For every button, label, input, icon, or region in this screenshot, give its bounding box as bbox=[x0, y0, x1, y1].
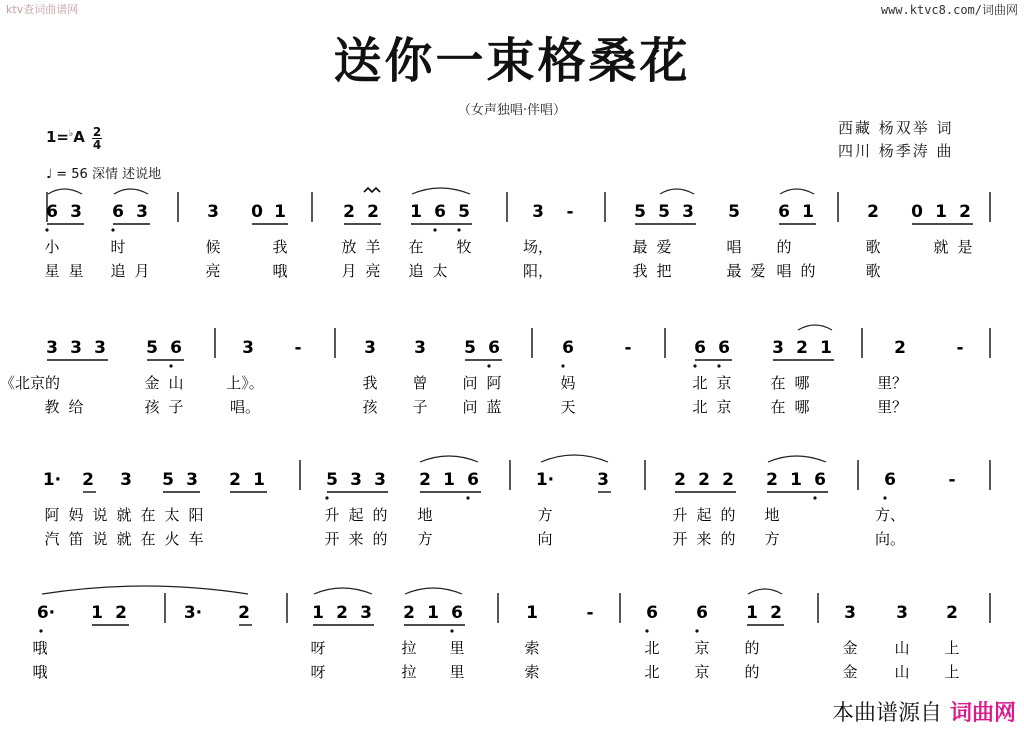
lyric-verse-2: 的 bbox=[800, 262, 816, 280]
lyric-verse-2: 开 bbox=[324, 530, 340, 548]
lyric-verse-2: 天 bbox=[560, 398, 576, 416]
score-system-1 bbox=[44, 192, 990, 280]
lyric-verse-2: 孩 bbox=[144, 398, 160, 416]
note: 3 bbox=[186, 470, 198, 490]
lyric-verse-2: 在 bbox=[140, 530, 156, 548]
lyric-verse-1: 歌 bbox=[865, 238, 881, 256]
lyric-verse-2: 向。 bbox=[874, 530, 906, 548]
note: 1 bbox=[935, 202, 947, 222]
note: 2 bbox=[367, 202, 379, 222]
lyric-verse-2: 把 bbox=[656, 262, 672, 280]
note: 6 bbox=[451, 603, 463, 623]
lyric-verse-1: 妈 bbox=[560, 374, 576, 392]
octave-dot-layer bbox=[36, 228, 886, 632]
lyric-verse-1: 起 bbox=[348, 506, 364, 524]
note: 1 bbox=[274, 202, 286, 222]
note: 2 bbox=[336, 603, 348, 623]
key-prefix: 1= bbox=[46, 128, 70, 146]
lyric-verse-1: 京 bbox=[694, 639, 710, 657]
lyric-verse-2: 子 bbox=[168, 398, 184, 416]
octave-dot bbox=[169, 364, 172, 367]
lyric-verse-2: 歌 bbox=[865, 262, 881, 280]
lyric-verse-1: 说 bbox=[92, 506, 108, 524]
lyric-verse-1: 是 bbox=[957, 238, 973, 256]
lyric-verse-2: 爱 bbox=[750, 262, 766, 280]
lyric-verse-2: 月 bbox=[341, 262, 357, 280]
note: 3 bbox=[597, 470, 609, 490]
time-signature-top: 2 bbox=[92, 125, 102, 139]
note: 3 bbox=[364, 338, 376, 358]
lyric-verse-1: 就 bbox=[933, 238, 949, 256]
score-layer bbox=[0, 192, 990, 681]
beam-layer bbox=[47, 224, 973, 625]
note: 1 bbox=[790, 470, 802, 490]
note: - bbox=[586, 603, 594, 623]
lyric-verse-2: 北 bbox=[644, 663, 660, 681]
score-system-3 bbox=[43, 460, 990, 548]
lyric-verse-1: 场， bbox=[522, 238, 554, 256]
slur bbox=[412, 188, 470, 194]
ornament-mark bbox=[364, 188, 380, 192]
note: 3 bbox=[94, 338, 106, 358]
lyric-verse-1: 呀 bbox=[310, 639, 326, 657]
lyric-verse-2: 阳， bbox=[522, 262, 554, 280]
lyric-verse-1: 唱 bbox=[726, 238, 742, 256]
lyric-verse-2: 蓝 bbox=[486, 398, 502, 416]
note: 3 bbox=[46, 338, 58, 358]
footer-text: 本曲谱源自 bbox=[831, 701, 942, 726]
note: 2 bbox=[796, 338, 808, 358]
lyric-verse-1: 方、 bbox=[874, 506, 906, 524]
note: 6 bbox=[467, 470, 479, 490]
note: 1 bbox=[427, 603, 439, 623]
note: 2 bbox=[946, 603, 958, 623]
lyric-verse-1: 在 bbox=[770, 374, 786, 392]
octave-dot bbox=[693, 364, 696, 367]
lyric-verse-2: 在 bbox=[770, 398, 786, 416]
note: 2 bbox=[698, 470, 710, 490]
lyric-verse-1: 金 bbox=[842, 639, 858, 657]
lyric-verse-1: 我 bbox=[362, 374, 378, 392]
lyric-verse-2: 问 bbox=[462, 398, 478, 416]
octave-dot bbox=[45, 228, 48, 231]
note: 1· bbox=[42, 470, 62, 490]
octave-dot bbox=[487, 364, 490, 367]
note: - bbox=[948, 470, 956, 490]
note: - bbox=[624, 338, 632, 358]
slur bbox=[798, 325, 832, 330]
lyric-verse-2: 星 bbox=[44, 262, 60, 280]
flat-symbol: ♭ bbox=[69, 129, 74, 139]
lyric-verse-2: 太 bbox=[432, 262, 448, 280]
note: 1 bbox=[253, 470, 265, 490]
lyric-verse-1: 升 bbox=[324, 506, 340, 524]
lyric-verse-2: 来 bbox=[348, 530, 364, 548]
lyric-verse-2: 京 bbox=[694, 663, 710, 681]
note: 3 bbox=[374, 470, 386, 490]
note: 2 bbox=[238, 603, 250, 623]
slur bbox=[405, 588, 462, 594]
lyric-verse-2: 里？ bbox=[876, 398, 908, 416]
note: 3 bbox=[350, 470, 362, 490]
lyric-verse-2: 就 bbox=[116, 530, 132, 548]
lyric-verse-2: 拉 bbox=[401, 663, 417, 681]
note: 5 bbox=[326, 470, 338, 490]
octave-dot bbox=[457, 228, 460, 231]
note: 1 bbox=[746, 603, 758, 623]
note: 3· bbox=[183, 603, 203, 623]
lyric-verse-2: 笛 bbox=[68, 530, 84, 548]
note: 6 bbox=[778, 202, 790, 222]
lyric-verse-2: 的 bbox=[372, 530, 388, 548]
lyric-verse-2: 哪 bbox=[794, 398, 810, 416]
lyric-verse-2: 的 bbox=[720, 530, 736, 548]
lyric-verse-1: 曾 bbox=[412, 374, 428, 392]
lyric-verse-1: 上》。 bbox=[226, 374, 264, 392]
note: 3 bbox=[136, 202, 148, 222]
lyric-verse-2: 说 bbox=[92, 530, 108, 548]
note: 2 bbox=[403, 603, 415, 623]
note: 3 bbox=[414, 338, 426, 358]
note: 1 bbox=[312, 603, 324, 623]
note: 1· bbox=[535, 470, 555, 490]
note: 2 bbox=[115, 603, 127, 623]
lyric-verse-1: 方 bbox=[537, 506, 553, 524]
note: 2 bbox=[229, 470, 241, 490]
lyric-verse-1: 哪 bbox=[794, 374, 810, 392]
lyric-verse-1: 候 bbox=[205, 238, 221, 256]
note: 0 bbox=[251, 202, 263, 222]
lyric-verse-1: 问 bbox=[462, 374, 478, 392]
slur bbox=[314, 588, 372, 594]
octave-dot bbox=[561, 364, 564, 367]
octave-dot bbox=[883, 496, 886, 499]
note: 0 bbox=[911, 202, 923, 222]
note: 1 bbox=[802, 202, 814, 222]
lyric-verse-2: 开 bbox=[672, 530, 688, 548]
note: 6 bbox=[112, 202, 124, 222]
lyric-verse-1: 的 bbox=[776, 238, 792, 256]
note: 2 bbox=[82, 470, 94, 490]
note: 6 bbox=[434, 202, 446, 222]
note: 6 bbox=[170, 338, 182, 358]
lyric-verse-1: 地 bbox=[417, 506, 433, 524]
lyric-verse-2: 车 bbox=[188, 530, 204, 548]
lyric-verse-2: 方 bbox=[417, 530, 433, 548]
note: 3 bbox=[896, 603, 908, 623]
lyric-verse-1: 放 bbox=[341, 238, 357, 256]
lyric-verse-2: 哦 bbox=[32, 663, 48, 681]
lyric-verse-1: 上 bbox=[944, 639, 960, 657]
composer-credit: 四川 杨季涛 曲 bbox=[838, 142, 954, 160]
note: 6 bbox=[884, 470, 896, 490]
note: 3 bbox=[242, 338, 254, 358]
lyric-verse-2: 金 bbox=[842, 663, 858, 681]
lyric-verse-2: 我 bbox=[632, 262, 648, 280]
note: 3 bbox=[70, 338, 82, 358]
lyric-verse-2: 北 bbox=[692, 398, 708, 416]
octave-dot bbox=[695, 629, 698, 632]
lyric-verse-2: 教 bbox=[44, 398, 60, 416]
slur-layer bbox=[42, 188, 832, 594]
slur bbox=[748, 589, 782, 594]
footer-brand-link[interactable]: 词曲网 bbox=[949, 701, 1016, 726]
lyric-verse-1: 太 bbox=[164, 506, 180, 524]
lyric-verse-2: 追 bbox=[110, 262, 126, 280]
note: 6· bbox=[36, 603, 56, 623]
watermark-right[interactable]: www.ktvc8.com/词曲网 bbox=[880, 3, 1018, 17]
lyric-verse-1: 地 bbox=[764, 506, 780, 524]
lyric-verse-2: 亮 bbox=[205, 262, 221, 280]
lyric-verse-1: 爱 bbox=[656, 238, 672, 256]
slur bbox=[114, 189, 148, 194]
note: 1 bbox=[443, 470, 455, 490]
score-system-4 bbox=[32, 593, 990, 681]
note: 3 bbox=[360, 603, 372, 623]
slur bbox=[42, 586, 248, 594]
lyric-verse-1: 的 bbox=[372, 506, 388, 524]
lyric-verse-2: 唱。 bbox=[229, 398, 261, 416]
note: 2 bbox=[867, 202, 879, 222]
lyric-verse-2: 汽 bbox=[44, 530, 60, 548]
slur bbox=[48, 189, 82, 194]
lyric-verse-2: 里 bbox=[449, 663, 465, 681]
lyric-verse-1: 牧 bbox=[456, 238, 472, 256]
lyric-verse-2: 哦 bbox=[272, 262, 288, 280]
lyric-verse-1: 在 bbox=[408, 238, 424, 256]
lyric-verse-1: 时 bbox=[110, 238, 126, 256]
slur bbox=[541, 455, 608, 462]
note: 2 bbox=[674, 470, 686, 490]
lyric-verse-2: 亮 bbox=[365, 262, 381, 280]
note: 3 bbox=[532, 202, 544, 222]
note: 2 bbox=[722, 470, 734, 490]
note: 3 bbox=[682, 202, 694, 222]
note: 1 bbox=[91, 603, 103, 623]
lyric-verse-1: 哦 bbox=[32, 639, 48, 657]
octave-dot bbox=[813, 496, 816, 499]
note: 2 bbox=[419, 470, 431, 490]
note: 2 bbox=[766, 470, 778, 490]
note: 5 bbox=[146, 338, 158, 358]
slur bbox=[768, 456, 826, 462]
lyric-verse-1: 索 bbox=[524, 639, 540, 657]
note: 5 bbox=[658, 202, 670, 222]
note: 6 bbox=[488, 338, 500, 358]
slur bbox=[420, 456, 478, 462]
lyric-verse-1: 拉 bbox=[401, 639, 417, 657]
note: 5 bbox=[162, 470, 174, 490]
lyric-verse-2: 星 bbox=[68, 262, 84, 280]
score-subtitle: （女声独唱·伴唱） bbox=[457, 103, 567, 118]
lyric-verse-1: 金 bbox=[144, 374, 160, 392]
note: 5 bbox=[728, 202, 740, 222]
lyric-verse-1: 在 bbox=[140, 506, 156, 524]
lyricist-credit: 西藏 杨双举 词 bbox=[838, 119, 954, 137]
slur bbox=[660, 189, 694, 194]
source-footer bbox=[832, 696, 1016, 727]
lyric-verse-2: 索 bbox=[524, 663, 540, 681]
note: 2 bbox=[959, 202, 971, 222]
note: 6 bbox=[814, 470, 826, 490]
lyric-verse-2: 子 bbox=[412, 398, 428, 416]
octave-dot bbox=[325, 496, 328, 499]
time-signature-bottom: 4 bbox=[92, 138, 102, 152]
note: 6 bbox=[46, 202, 58, 222]
octave-dot bbox=[450, 629, 453, 632]
lyric-verse-2: 给 bbox=[68, 398, 84, 416]
note: - bbox=[566, 202, 574, 222]
lyric-verse-1: 北 bbox=[692, 374, 708, 392]
note: 5 bbox=[464, 338, 476, 358]
lyric-verse-2: 追 bbox=[408, 262, 424, 280]
slur bbox=[780, 189, 814, 194]
note: 3 bbox=[772, 338, 784, 358]
lyric-verse-2: 方 bbox=[764, 530, 780, 548]
note: 3 bbox=[844, 603, 856, 623]
octave-dot bbox=[466, 496, 469, 499]
note: 6 bbox=[694, 338, 706, 358]
note: 1 bbox=[526, 603, 538, 623]
lyric-verse-1: 里？ bbox=[876, 374, 908, 392]
note: 1 bbox=[820, 338, 832, 358]
lyric-verse-1: 山 bbox=[894, 639, 910, 657]
note: 6 bbox=[718, 338, 730, 358]
note: 3 bbox=[120, 470, 132, 490]
lyric-verse-2: 京 bbox=[716, 398, 732, 416]
lyric-verse-1: 阿 bbox=[486, 374, 502, 392]
watermark-left: ktv查词曲谱网 bbox=[6, 3, 79, 16]
lyric-verse-2: 最 bbox=[726, 262, 742, 280]
lyric-verse-1: 我 bbox=[272, 238, 288, 256]
octave-dot bbox=[645, 629, 648, 632]
lyric-verse-1: 阳 bbox=[188, 506, 204, 524]
note: 3 bbox=[70, 202, 82, 222]
note: - bbox=[956, 338, 964, 358]
lyric-verse-2: 山 bbox=[894, 663, 910, 681]
lyric-verse-1: 里 bbox=[449, 639, 465, 657]
lyric-verse-1: 《北京的 bbox=[0, 374, 61, 392]
lyric-verse-1: 北 bbox=[644, 639, 660, 657]
note: 5 bbox=[634, 202, 646, 222]
lyric-verse-1: 的 bbox=[744, 639, 760, 657]
note: - bbox=[294, 338, 302, 358]
note: 2 bbox=[343, 202, 355, 222]
note: 1 bbox=[410, 202, 422, 222]
octave-dot bbox=[717, 364, 720, 367]
lyric-verse-2: 向 bbox=[537, 530, 553, 548]
lyric-verse-1: 起 bbox=[696, 506, 712, 524]
lyric-verse-1: 京 bbox=[716, 374, 732, 392]
lyric-verse-2: 呀 bbox=[310, 663, 326, 681]
lyric-verse-2: 月 bbox=[134, 262, 150, 280]
lyric-verse-1: 妈 bbox=[68, 506, 84, 524]
note: 6 bbox=[646, 603, 658, 623]
lyric-verse-2: 来 bbox=[696, 530, 712, 548]
note: 2 bbox=[770, 603, 782, 623]
lyric-verse-1: 升 bbox=[672, 506, 688, 524]
note: 2 bbox=[894, 338, 906, 358]
note: 6 bbox=[562, 338, 574, 358]
note: 6 bbox=[696, 603, 708, 623]
note: 3 bbox=[207, 202, 219, 222]
lyric-verse-2: 孩 bbox=[362, 398, 378, 416]
lyric-verse-2: 的 bbox=[744, 663, 760, 681]
lyric-verse-2: 火 bbox=[164, 530, 180, 548]
lyric-verse-2: 唱 bbox=[776, 262, 792, 280]
lyric-verse-1: 的 bbox=[720, 506, 736, 524]
octave-dot bbox=[111, 228, 114, 231]
lyric-verse-1: 最 bbox=[632, 238, 648, 256]
lyric-verse-2: 上 bbox=[944, 663, 960, 681]
octave-dot bbox=[433, 228, 436, 231]
lyric-verse-1: 阿 bbox=[44, 506, 60, 524]
tempo-marking: ♩ = 56 深情 述说地 bbox=[46, 167, 162, 182]
lyric-verse-1: 羊 bbox=[365, 238, 381, 256]
score-system-2 bbox=[0, 328, 990, 416]
note: 5 bbox=[458, 202, 470, 222]
octave-dot bbox=[39, 629, 42, 632]
key-note: A bbox=[73, 128, 85, 146]
lyric-verse-1: 山 bbox=[168, 374, 184, 392]
lyric-verse-1: 小 bbox=[44, 238, 60, 256]
lyric-verse-1: 就 bbox=[116, 506, 132, 524]
score-title: 送你一束格桑花 bbox=[333, 33, 691, 89]
